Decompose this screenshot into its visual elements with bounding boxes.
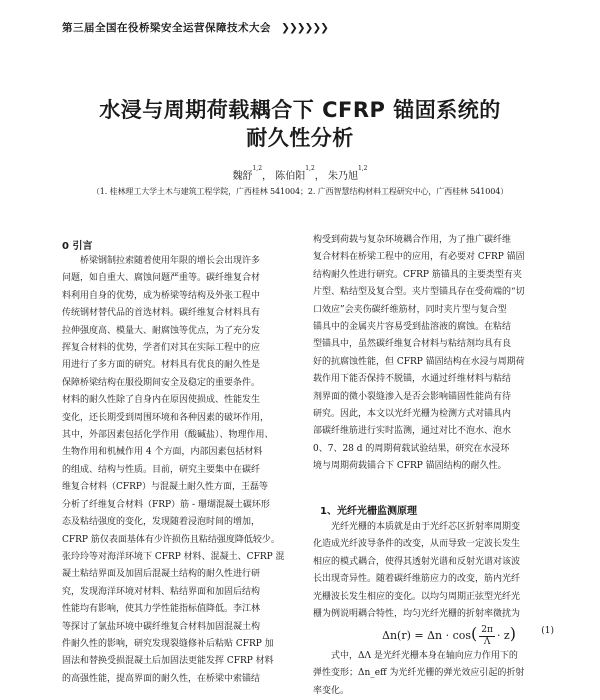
section1-text-line: 栅为例说明耦合特性，均匀光纤光栅的折射率微扰为 — [313, 609, 521, 620]
intro-text-line: 传统钢材替代品的首选材料。碳纤维复合材料具有 — [62, 308, 261, 319]
author-2: 陈伯阳 — [275, 171, 306, 182]
intro-text-line: 张玲玲等对海洋环境下 CFRP 材料、混凝土、CFRP 混 — [62, 551, 285, 562]
section1-heading: 1、光纤光栅监测原理 — [320, 506, 417, 517]
intro-text-line: 固法和替换受损混凝土后加固法更能发挥 CFRP 材料 — [62, 656, 274, 667]
intro-text-line: 变化，还长期受到周围环境和各种因素的破坏作用， — [62, 412, 270, 423]
after-formula-text-line: 式中，ΔΛ 是光纤光栅本身在轴向应力作用下的 — [331, 651, 518, 661]
section1-text-line: 长出现奇异性。随着碳纤维筋应力的改变，筋内光纤 — [313, 574, 521, 585]
author-2-affil: 1,2 — [305, 165, 315, 172]
section1-body — [313, 519, 561, 623]
intro-text-line: 生物作用和机械作用 4 个方面，内部因素包括材料 — [62, 447, 263, 458]
equation-number: (1) — [541, 626, 554, 636]
formula-lhs: Δn(r) = Δn · cos — [382, 629, 472, 642]
right-column-body — [313, 232, 561, 476]
affiliation: （1. 桂林理工大学土木与建筑工程学院，广西桂林 541004；2. 广西智慧结构材料工程研究中心，广西桂林 541004） — [91, 187, 509, 196]
intro-text-line: 态及粘结强度的变化，发现随着浸泡时间的增加， — [62, 517, 261, 528]
author-list: 魏舒$^{1,2}$， 陈伯阳$^{1,2}$， 朱乃旭$^{1,2}$ — [232, 165, 368, 182]
right-text-line: 口效应”会夹伤碳纤维筋材，同时夹片型与复合型 — [313, 304, 507, 315]
section1-text-line: 相应的模式耦合，使得其透射光谱和反射光谱对该波 — [313, 556, 521, 567]
intro-text-line: 用进行了多方面的研究。材料具有优良的耐久性是 — [62, 360, 261, 371]
author-1: 魏舒 — [232, 171, 253, 182]
right-text-line: 载作用下能否保持不脱锚，水通过纤维材料与粘结 — [313, 374, 512, 385]
intro-text-line: 究，发现海洋环境对材料、粘结界面和加固后结构 — [62, 586, 261, 597]
intro-heading: 0 引言 — [62, 241, 93, 252]
intro-text-line: CFRP 筋仅表面基体有少许损伤且粘结强度降低较少。 — [62, 534, 280, 545]
equation-1: Δn(r) = Δn · cos( $\frac{2\pi}{\Lambda}$ · z) (1) — [382, 624, 554, 647]
formula-fraction — [479, 625, 495, 648]
formula-rhs: · z — [496, 629, 510, 642]
section1-text-line: 光栅波长发生相应的变化。以均匀周期正弦型光纤光 — [313, 591, 521, 602]
intro-body — [62, 253, 304, 688]
intro-text-line: 件耐久性的影响，研究发现裂缝修补后粘贴 CFRP 加 — [62, 638, 274, 649]
author-1-affil: 1,2 — [252, 165, 263, 172]
right-text-line: 境与周期荷载锚合下 CFRP 锚固结构的耐久性。 — [313, 461, 507, 472]
right-text-line: 部碳纤维筋进行实时监测，通过对比不泡水、泡水 — [313, 426, 512, 437]
intro-text-line: 的高强性能，提高界面的耐久性，在桥梁中索锚结 — [62, 673, 261, 684]
intro-text-line: 凝土粘结界面及加固后混凝土结构的耐久性进行研 — [62, 569, 261, 580]
intro-text-line: 保障桥梁结构在服役期间安全及稳定的重要条件。 — [62, 377, 261, 388]
right-text-line: 研究。因此，本文以光纤光栅为检测方式对锚具内 — [313, 409, 512, 420]
paper-title-line1: 水浸与周期荷载耦合下 CFRP 锚固系统的 — [99, 98, 501, 122]
author-3: 朱乃旭 — [327, 171, 358, 182]
conference-name: 第三届全国在役桥梁安全运营保障技术大会 — [62, 22, 271, 34]
intro-text-line: 性能均有影响，使其力学性能指标值降低。李江林 — [62, 604, 261, 615]
right-text-line: 复合材料在桥梁工程中的应用，有必要对 CFRP 锚固 — [313, 252, 525, 263]
intro-text-line: 等探讨了氯盐环境中碳纤维复合材料加固混凝土构 — [62, 621, 261, 632]
fraction-numerator: 2π — [481, 624, 493, 635]
intro-text-line: 维复合材料（CFRP）与混凝土耐久性方面，王磊等 — [62, 482, 268, 493]
right-text-line: 好的抗腐蚀性能，但 CFRP 锚固结构在水浸与周期荷 — [313, 356, 525, 367]
intro-text-line: 其中，外部因素包括化学作用（酸碱盐）、物理作用、 — [62, 430, 274, 441]
conference-header — [62, 20, 542, 35]
right-text-line: 型锚具中，虽然碳纤维复合材料与粘结剂均具有良 — [313, 339, 512, 350]
right-text-line: 结构耐久性进行研究。CFRP 筋锚具的主要类型有夹 — [313, 269, 522, 280]
section1-text-line: 光纤光栅的本质就是由于光纤芯区折射率周期变 — [331, 522, 521, 532]
intro-text-line: 分析了纤维复合材料（FRP）筋 - 珊瑚混凝土碳环形 — [62, 499, 270, 510]
right-text-line: 片型、粘结型及复合型。夹片型锚具存在受荷端的“切 — [313, 287, 525, 298]
intro-text-line: 材料的耐久性除了自身内在原因使损成、性能发生 — [62, 395, 261, 406]
right-text-line: 锚具中的金属夹片容易受到盐溶液的腐蚀。在粘结 — [313, 322, 512, 333]
intro-text-line: 料利用自身的优势，成为桥梁等结构及外张工程中 — [62, 290, 261, 301]
right-text-line: 0、7、28 d 的周期荷载试验结果，研究在水浸环 — [313, 443, 510, 454]
author-3-affil: 1,2 — [357, 165, 368, 172]
section1-text-line: 化造成光纤波导条件的改变，从而导致一定波长发生 — [313, 539, 521, 550]
fraction-denominator: Λ — [483, 636, 491, 647]
after-formula-text-line: 弹性变形；Δn_eff 为光纤光栅的弹光效应引起的折射 — [313, 668, 525, 679]
intro-text-line: 桥梁钢制拉索随着使用年限的增长会出现许多 — [80, 256, 261, 266]
after-formula-text-line: 率变化。 — [313, 685, 350, 696]
paper-title-line2: 耐久性分析 — [246, 126, 354, 150]
right-text-line: 剂界面的微小裂缝渗入是否会影响锚固性能尚有待 — [313, 391, 512, 402]
intro-text-line: 的组成、结构与性质。目前，研究主要集中在碳纤 — [62, 464, 261, 475]
intro-text-line: 问题，如自重大、腐蚀问题严重等。碳纤维复合材 — [62, 273, 261, 284]
intro-text-line: 拉伸强度高、模量大、耐腐蚀等优点，为了充分发 — [62, 325, 261, 336]
after-formula-body — [313, 648, 561, 700]
arrows-decoration: ❯❯❯❯❯❯ — [281, 22, 328, 34]
intro-text-line: 挥复合材料的优势，学者们对其在实际工程中的应 — [62, 343, 261, 354]
right-text-line: 构受到荷载与复杂环境耦合作用，为了推广碳纤维 — [313, 235, 512, 245]
